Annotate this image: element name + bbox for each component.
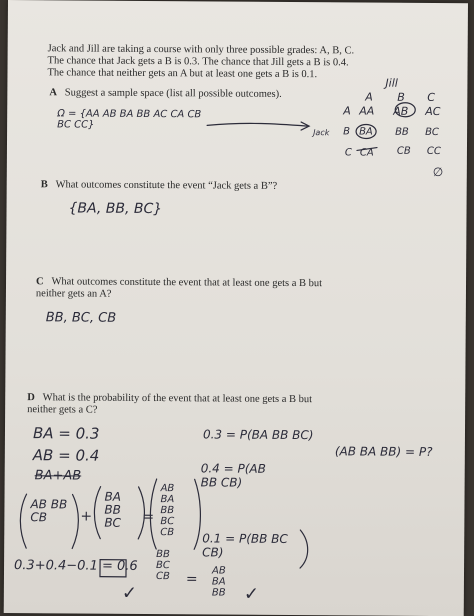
d-p4: 0.1 = P(BB BC CB) bbox=[202, 531, 288, 560]
jill-col-a: A bbox=[365, 90, 373, 104]
d-set-1: AB BB CB bbox=[30, 497, 68, 525]
ink-strokes bbox=[4, 0, 468, 616]
sample-space-omega: Ω = {AA AB BA BB AC CA CB BC CC} bbox=[57, 108, 202, 131]
d-set-4: BB BC CB bbox=[155, 549, 170, 583]
d-ba-value: BA = 0.3 bbox=[32, 424, 100, 443]
paper-sheet bbox=[4, 0, 468, 616]
question-b-text: What outcomes constitute the event “Jack gets a B”? bbox=[55, 179, 278, 192]
question-c-letter: C bbox=[35, 276, 44, 288]
grid-cell-bc: BC bbox=[425, 126, 439, 139]
answer-b: {BA, BB, BC} bbox=[68, 200, 163, 218]
d-scribble: BA+AB bbox=[34, 468, 82, 484]
jill-col-b: B bbox=[397, 90, 405, 104]
answer-c: BB, BC, CB bbox=[45, 310, 117, 326]
paren-left-1 bbox=[20, 494, 26, 548]
problem-line-2: The chance that Jack gets a B is 0.3. The chance that Jill gets a B is 0.4. bbox=[47, 55, 349, 69]
d-sum: 0.3+0.4−0.1 = 0.6 bbox=[13, 558, 138, 574]
d-ab-value: AB = 0.4 bbox=[32, 446, 100, 465]
grid-cell-ac: AC bbox=[425, 104, 441, 119]
question-b-letter: B bbox=[40, 179, 48, 191]
d-set-2: BA BB BC bbox=[104, 489, 122, 530]
problem-line-3: The chance that neither gets an A but at least one gets a B is 0.1. bbox=[47, 67, 318, 81]
grid-row-a-label: A bbox=[343, 104, 351, 118]
question-c-text-1: What outcomes constitute the event that at least one gets a B but bbox=[51, 276, 323, 290]
paren-left-2 bbox=[94, 487, 100, 539]
question-d-letter: D bbox=[27, 392, 35, 404]
d-set-3: AB BA BB BC CB bbox=[160, 483, 175, 539]
grid-row-b-label: B bbox=[343, 126, 351, 138]
check-mark-2: ✓ bbox=[243, 583, 260, 605]
box-answer bbox=[100, 560, 126, 577]
grid-cell-aa: AA bbox=[359, 104, 375, 118]
d-p1: 0.3 = P(BA BB BC) bbox=[202, 427, 314, 443]
strike-ca bbox=[357, 147, 377, 150]
question-d-text-1: What is the probability of the event that at least one gets a B but bbox=[42, 392, 313, 406]
d-equals-2: = bbox=[185, 571, 198, 588]
d-p3: (AB BA BB) = P? bbox=[334, 444, 433, 459]
grid-cell-ca: CA bbox=[359, 147, 374, 159]
check-mark-1: ✓ bbox=[121, 582, 138, 604]
d-p2: 0.4 = P(AB BB CB) bbox=[200, 461, 266, 490]
paren-right-2 bbox=[138, 487, 144, 539]
grid-cell-ba: BA bbox=[359, 126, 373, 138]
jill-col-c: C bbox=[427, 90, 436, 104]
circle-ba bbox=[356, 124, 376, 138]
jack-label: Jack bbox=[313, 128, 330, 138]
paren-big-p4 bbox=[300, 530, 308, 568]
circle-ab bbox=[395, 103, 415, 117]
question-a-letter: A bbox=[49, 87, 57, 99]
paren-left-3 bbox=[150, 479, 156, 549]
grid-row-c-label: C bbox=[344, 147, 352, 159]
empty-set-symbol: ∅ bbox=[432, 164, 444, 180]
question-c-text-2: neither gets an A? bbox=[35, 288, 112, 300]
d-equals-1: = bbox=[142, 508, 155, 526]
jill-label: Jill bbox=[385, 76, 398, 90]
problem-line-1: Jack and Jill are taking a course with only three possible grades: A, B, C. bbox=[47, 43, 355, 57]
question-a-text: Suggest a sample space (list all possible outcomes). bbox=[64, 87, 282, 100]
grid-cell-bb: BB bbox=[395, 126, 409, 138]
grid-cell-ab: AB bbox=[393, 104, 409, 118]
paren-right-3 bbox=[194, 479, 200, 549]
grid-cell-cb: CB bbox=[396, 145, 411, 157]
d-set-5: AB BA BB bbox=[211, 565, 226, 599]
arrow-line bbox=[207, 123, 307, 126]
paren-right-1 bbox=[72, 494, 78, 548]
question-d-text-2: neither gets a C? bbox=[27, 404, 98, 416]
d-plus: + bbox=[80, 508, 93, 525]
grid-cell-cc: CC bbox=[426, 145, 441, 158]
